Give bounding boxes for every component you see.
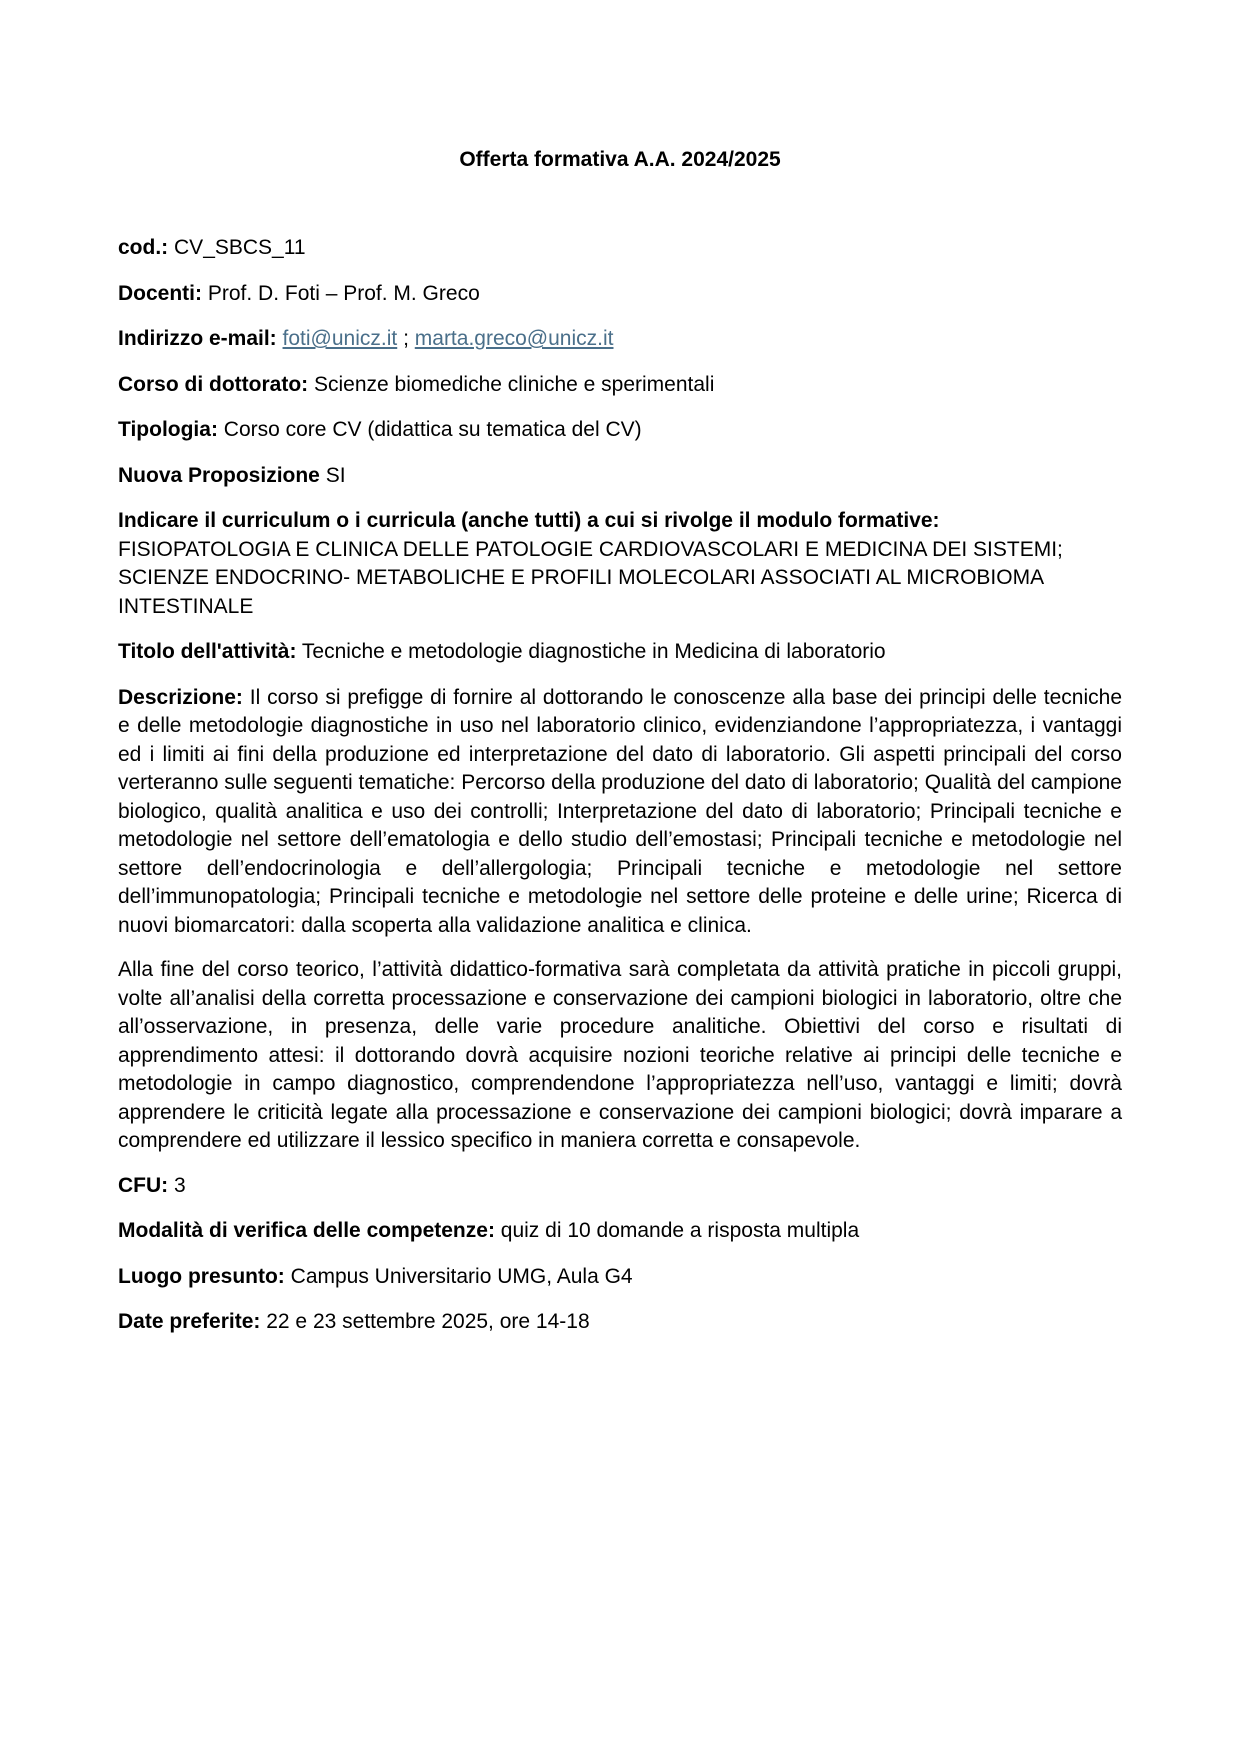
field-label: Indicare il curriculum o i curricula (anche tutti) a cui si rivolge il modulo formative: <box>118 509 940 532</box>
field-label: Indirizzo e-mail: <box>118 327 277 350</box>
field-label: Modalità di verifica delle competenze: <box>118 1219 495 1242</box>
field-date <box>118 1308 1122 1337</box>
field-descrizione <box>118 684 1122 941</box>
field-verifica <box>118 1217 1122 1246</box>
field-cfu <box>118 1172 1122 1201</box>
email-separator: ; <box>403 327 409 350</box>
field-curriculum <box>118 507 1122 621</box>
field-value: Prof. D. Foti – Prof. M. Greco <box>207 281 480 305</box>
field-label: Nuova Proposizione <box>118 463 320 487</box>
field-titolo <box>118 638 1122 667</box>
field-value: CV_SBCS_11 <box>174 236 306 259</box>
description-paragraph-1: Il corso si prefigge di fornire al dottorando le conoscenze alla base dei principi delle tecniche e delle metodologie diagnostiche in uso nel laboratorio clinico, evidenziandone l’appropriatezza, i vantaggi ed i limiti ai fini della produzione ed interpretazione del dato di laboratorio. Gli aspetti principali del corso verteranno sulle seguenti tematiche: Percorso della produzione del dato di laboratorio; Qualità del campione biologico, qualità analitica e uso dei controlli; Interpretazione del dato di laboratorio; Principali tecniche e metodologie nel settore dell’ematologia e dello studio dell’emostasi; Principali tecniche e metodologie nel settore dell’endocrinologia e dell’allergologia; Principali tecniche e metodologie nel settore dell’immunopatologia; Principali tecniche e metodologie nel settore delle proteine e delle urine; Ricerca di nuovi biomarcatori: dalla scoperta alla validazione analitica e clinica. <box>118 685 1122 937</box>
field-label: CFU: <box>118 1173 169 1197</box>
field-label: Descrizione: <box>118 685 243 709</box>
field-label: cod.: <box>118 236 169 259</box>
field-value: 22 e 23 settembre 2025, ore 14-18 <box>266 1310 590 1333</box>
field-docenti <box>118 280 1122 309</box>
document-body <box>118 234 1122 1354</box>
field-label: Date preferite: <box>118 1310 261 1333</box>
field-value: Scienze biomediche cliniche e sperimentali <box>313 372 715 396</box>
field-nuova-proposizione <box>118 462 1122 491</box>
field-value: Tecniche e metodologie diagnostiche in Medicina di laboratorio <box>301 640 886 663</box>
field-cod <box>118 234 1122 263</box>
field-corso <box>118 371 1122 400</box>
field-label: Corso di dottorato: <box>118 372 309 396</box>
email-link-foti[interactable]: foti@unicz.it <box>282 327 398 350</box>
field-value: 3 <box>174 1173 186 1197</box>
email-link-greco[interactable]: marta.greco@unicz.it <box>414 327 614 350</box>
field-value: quiz di 10 domande a risposta multipla <box>500 1219 860 1242</box>
field-value: SI <box>325 463 346 487</box>
field-value: FISIOPATOLOGIA E CLINICA DELLE PATOLOGIE CARDIOVASCOLARI E MEDICINA DEI SISTEMI; SCIENZE ENDOCRINO- METABOLICHE E PROFILI MOLECOLARI ASSOCIATI AL MICROBIOMA INTESTINALE <box>118 537 1063 618</box>
field-label: Titolo dell'attività: <box>118 640 297 663</box>
field-label: Tipologia: <box>118 418 218 441</box>
document-title: Offerta formativa A.A. 2024/2025 <box>459 148 781 171</box>
field-label: Luogo presunto: <box>118 1264 285 1288</box>
field-tipologia <box>118 416 1122 445</box>
description-paragraph-2: Alla fine del corso teorico, l’attività didattico-formativa sarà completata da attività pratiche in piccoli gruppi, volte all’analisi della corretta processazione e conservazione dei campioni biologici in laboratorio, oltre che all’osservazione, in presenza, delle varie procedure analitiche. Obiettivi del corso e risultati di apprendimento attesi: il dottorando dovrà acquisire nozioni teoriche relative ai principi delle tecniche e metodologie in campo diagnostico, comprendendone l’appropriatezza nell’uso, vantaggi e limiti; dovrà apprendere le criticità legate alla processazione e conservazione dei campioni biologici; dovrà imparare a comprendere ed utilizzare il lessico specifico in maniera corretta e consapevole. <box>118 958 1122 1152</box>
field-email <box>118 325 1122 354</box>
field-value: Corso core CV (didattica su tematica del CV) <box>223 418 642 441</box>
field-label: Docenti: <box>118 281 202 305</box>
field-luogo <box>118 1263 1122 1292</box>
field-value: Campus Universitario UMG, Aula G4 <box>290 1264 633 1288</box>
